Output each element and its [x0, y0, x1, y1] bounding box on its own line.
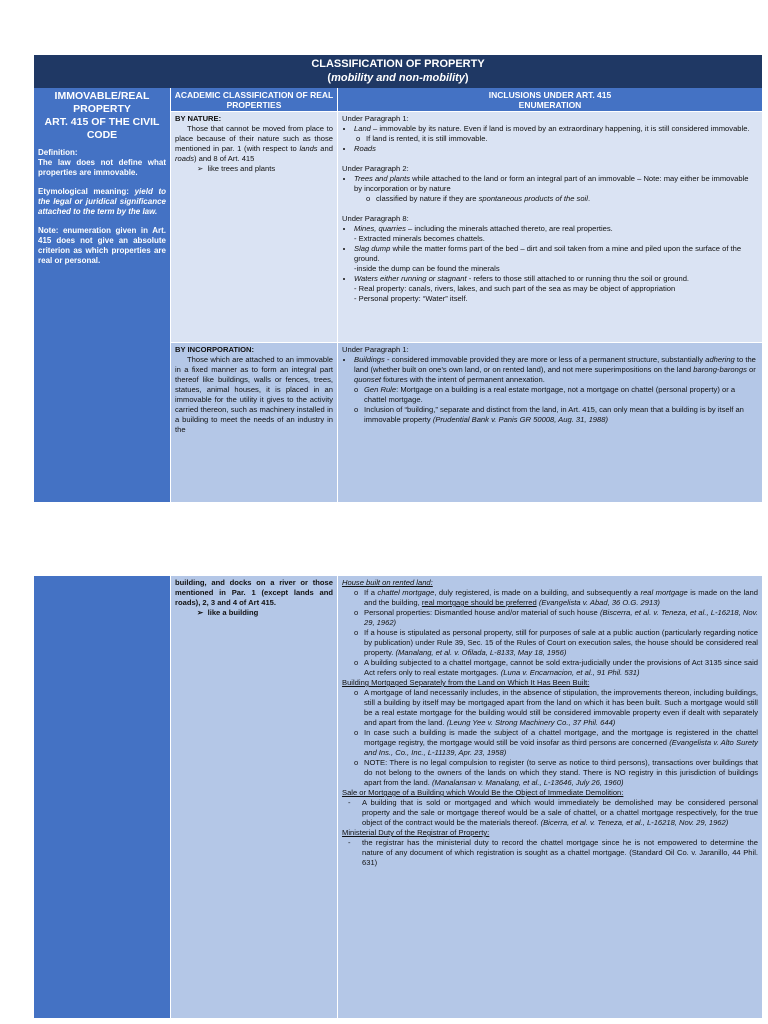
page-subtitle: (mobility and non-mobility): [327, 72, 469, 84]
left-heading: IMMOVABLE/REAL PROPERTY ART. 415 OF THE CIVIL CODE: [44, 90, 160, 141]
demolition-heading: Sale or Mortgage of a Building which Would Be the Object of Immediate Demolition:: [342, 788, 624, 797]
right-column: [337, 88, 762, 502]
left-column: [34, 88, 170, 502]
etymological-meaning: yield to the legal or juridical significance attached to the term by the law.: [38, 187, 166, 216]
right-header: INCLUSIONS UNDER ART. 415 ENUMERATION: [338, 88, 762, 112]
page-title: CLASSIFICATION OF PROPERTY: [311, 58, 485, 70]
building-mortgaged-heading: Building Mortgaged Separately from the Land on Which It Has Been Built:: [342, 678, 590, 687]
definition-text: The law does not define what properties are immovable.: [38, 158, 166, 177]
middle-header: ACADEMIC CLASSIFICATION OF REAL PROPERTIES: [171, 88, 337, 112]
left-column-continued: [34, 576, 170, 1018]
page-2: [34, 576, 762, 1018]
definition-label: Definition:: [38, 148, 78, 157]
arrow-icon: ➢: [197, 164, 204, 173]
page-1: [34, 55, 762, 502]
middle-column: [170, 88, 337, 502]
table-body-continued: [34, 576, 762, 1018]
title-bar: [34, 55, 762, 89]
incorporation-inclusions: Under Paragraph 1: • Buildings - considered immovable provided they are more or less of a permanent structure, substantially adhering to the land (whether built on one’s own land, or on rented land), and not mere superimpositions on the land barong-barongs or quonset fixtures with the intent of permanent annexation. o Gen Rule: Mortgage on a building is a real estate mortgage, not a mortgage on chattel (personal property) or a chattel mortgage. o Inclusion of “building,” separate and distinct from the land, in Art. 415, can only mean that a building is by itself an immovable property (Prudential Bank v. Panis GR 50008, Aug. 31, 1988): [338, 342, 762, 502]
by-incorporation-cell: BY INCORPORATION: Those which are attached to an immovable in a fixed manner as to form an integral part thereof like buildings, walls or fences, trees, statues, animal houses, it is placed in an immovable for the utility it gives to the activity carried thereon, such as machinery installed in a building to meet the needs of an industry in the: [171, 342, 337, 502]
arrow-icon: ➢: [197, 608, 204, 617]
right-column-continued: House built on rented land: o If a chattel mortgage, duly registered, is made on a building, and subsequently a real mortgage is made on the land and the building, real mortgage should be preferred (Evangelista v. Abad, 36 O.G. 2913) o Personal properties: Dismantled house and/or material of such house (Biscerra, et al. v. Teneza, et al., L-16218, Nov. 29, 1962) o If a house is stipulated as personal property, still for purposes of sale at a public auction (particularly regarding notice by publication) under Rule 39, Sec. 15 of the Rules of Court on execution sales, the house should be considered real property. (Manalang, et al. v. Ofilada, L-8133, May 18, 1956) o A building subjected to a chattel mortgage, cannot be sold extra-judicially under the provisions of Act 3135 since said Act refers only to real estate mortgages. (Luna v. Encarnacion, et al., 91 Phil. 531) Building Mortgaged Separately from the Land on Which It Has Been Built: o A mortgage of land necessarily includes, in the absence of stipulation, the improvements thereon, including buildings, still a building by itself may be mortgaged apart from the land on which it has been built. Such a mortgage would still be a real estate mortgage for the building would still be considered immovable property even if dealt with separately and apart from the land. (Leung Yee v. Strong Machinery Co., 37 Phil. 644) o In case such a building is made the subject of a chattel mortgage, and the mortgage is registered in the chattel mortgage registry, the mortgage would still be void insofar as third persons are concerned (Evangelista v. Alto Surety and Ins., Co., Inc., L-11139, Apr. 23, 1958) o NOTE: There is no legal compulsion to register (to serve as notice to third persons), transactions over buildings that do not belong to the owners of the lands on which they stand. There is NO registry in this jurisdiction of buildings apart from the land. (Manalansan v. Manalang, et al., L-13646, July 26, 1960) Sale or Mortgage of a Building which Would Be the Object of Immediate Demolition: - A building that is sold or mortgaged and which would immediately be demolished may be considered personal property and the sale or mortgage thereof would be a sale of chattel, or a chattel mortgage respectively, for the true object of the contract would be the materials thereof. (Bicerra, et al. v. Teneza, et al., L-16218, Nov. 29, 1962) Ministerial Duty of the Registrar of Property: - the registrar has the ministerial duty to record the chattel mortgage since he is not empowered to determine the nature of any document of which registration is sought as a chattel mortgage. (Standard Oil Co. v. Jaranillo, 44 Phil. 631): [337, 576, 762, 1018]
left-body: Definition: The law does not define what properties are immovable. Etymological meaning: yield to the legal or juridical significance attached to the term by the law. Note: enumeration given in Art. 415 does not give an absolute criterion as which properties are real or personal.: [38, 148, 166, 265]
table-body: [34, 88, 762, 502]
registrar-heading: Ministerial Duty of the Registrar of Property:: [342, 828, 490, 837]
left-note: Note: enumeration given in Art. 415 does not give an absolute criterion as which properties are real or personal.: [38, 226, 166, 265]
by-nature-cell: BY NATURE: Those that cannot be moved from place to place because of their nature such as those mentioned in par. 1 (with respect to lands and roads) and 8 of Art. 415 ➢ like trees and plants: [171, 112, 337, 342]
middle-column-continued: building, and docks on a river or those mentioned in Par. 1 (except lands and roads), 2, 3 and 4 of Art 415. ➢ like a building: [170, 576, 337, 1018]
nature-inclusions: Under Paragraph 1: • Land – immovable by its nature. Even if land is moved by an extraordinary happening, it is still considered immovable. o If land is rented, it is still immovable. • Roads Under Paragraph 2: • Trees and plants while attached to the land or form an integral part of an immovable – Note: may either be immovable by incorporation or by nature o classified by nature if they are spontaneous products of the soil. Under Paragraph 8: • Mines, quarries – including the minerals attached thereto, are real properties. - Extracted minerals becomes chattels. • Slag dump while the matter forms part of the bed – dirt and soil taken from a mine and piled upon the surface of the ground. -inside the dump can be found the minerals • Waters either running or stagnant - refers to those still attached to or running thru the soil or ground. - Real property: canals, rivers, lakes, and such part of the sea as may be object of appropriation - Personal property: “Water” itself.: [338, 112, 762, 342]
house-heading: House built on rented land:: [342, 578, 433, 587]
